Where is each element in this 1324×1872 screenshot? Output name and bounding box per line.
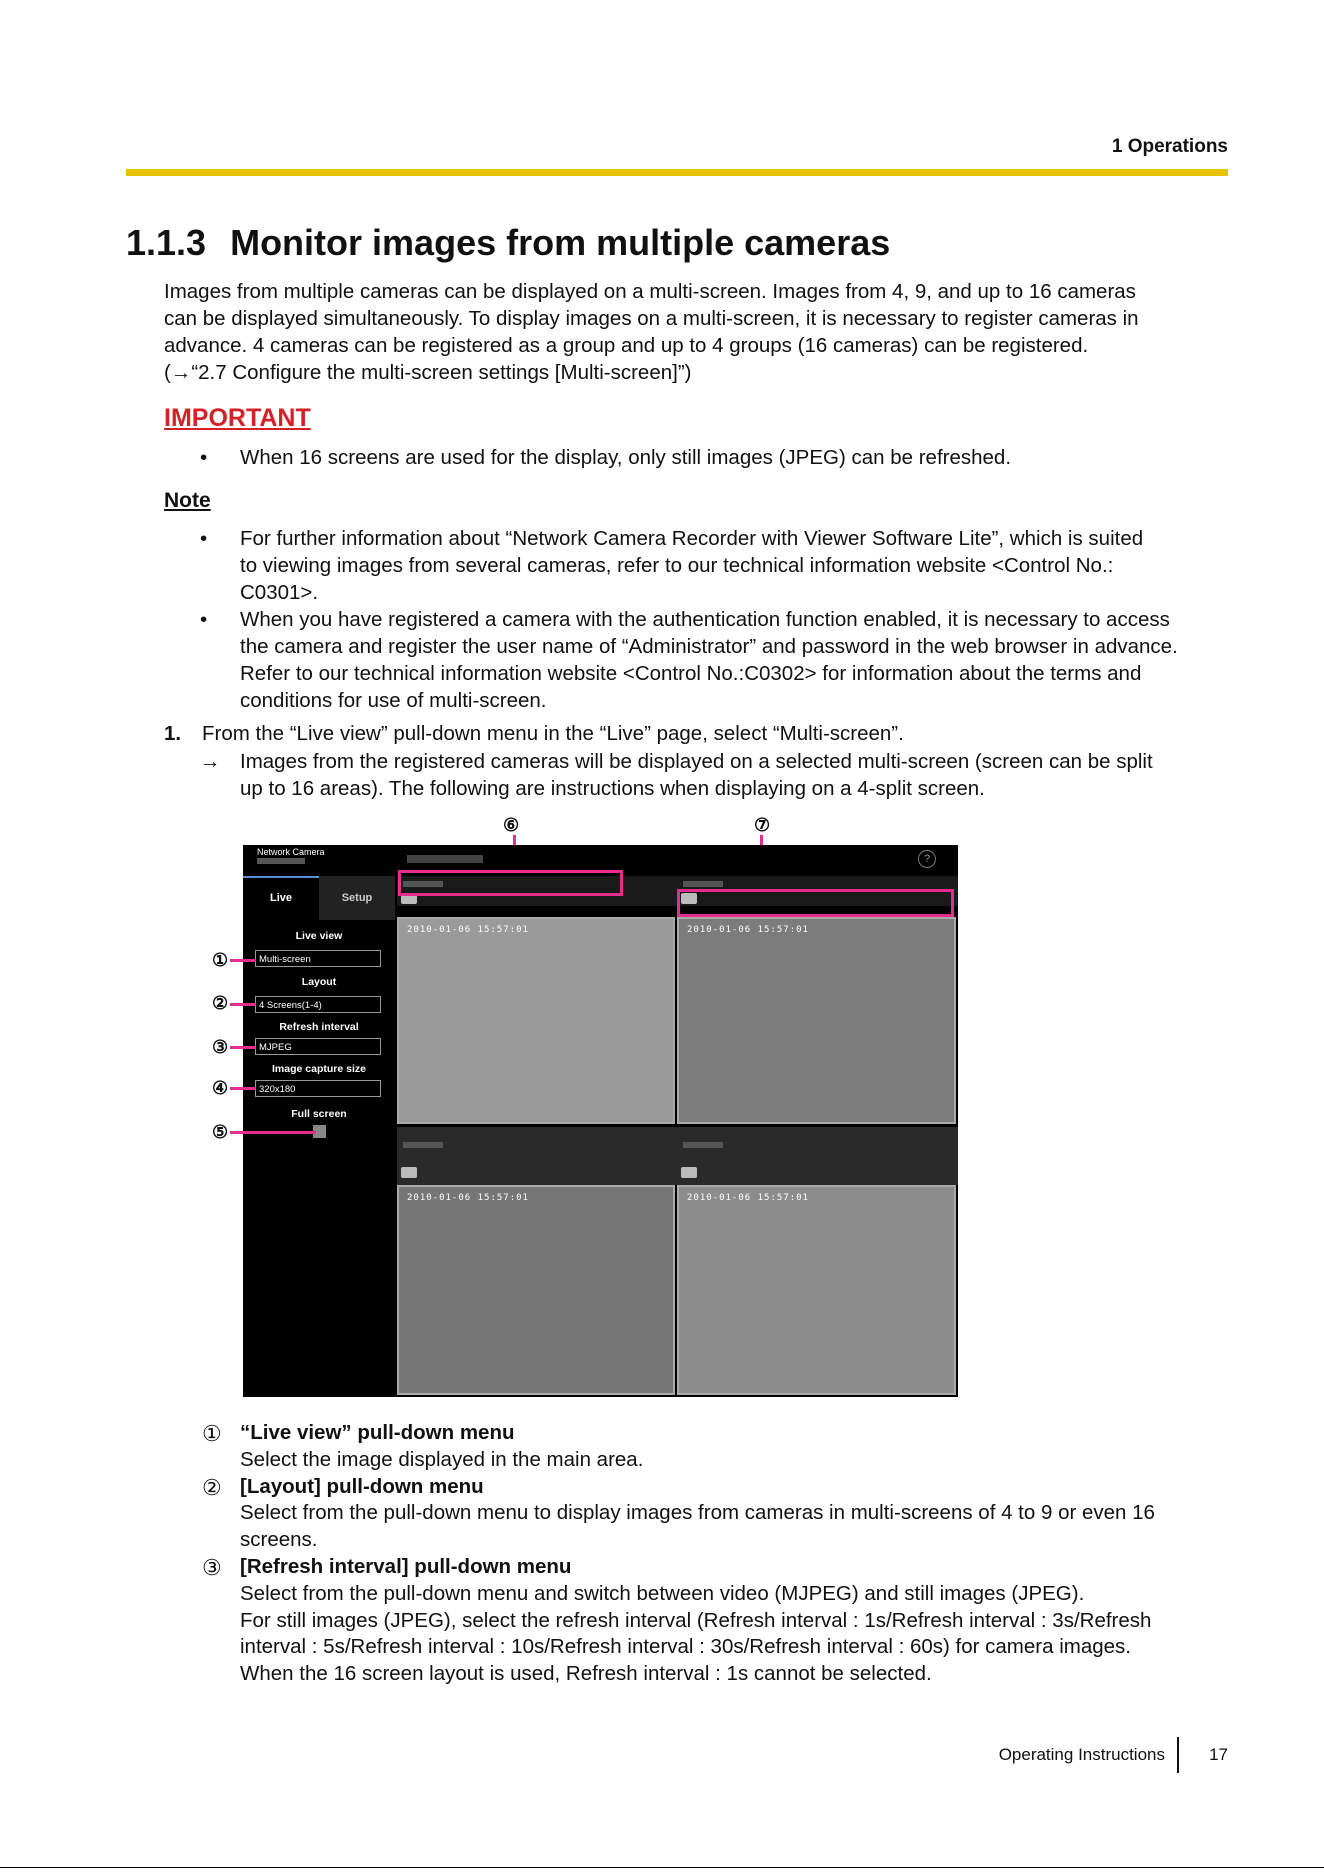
- footer-label: Operating Instructions: [998, 1745, 1165, 1764]
- camera-1-timestamp: 2010-01-06 15:57:01: [407, 925, 529, 935]
- camera-4-header: [677, 1127, 958, 1185]
- note-line: Refer to our technical information website <Control No.:C0302> for information about the terms and: [240, 662, 1142, 685]
- item-line: Select from the pull-down menu and switch between video (MJPEG) and still images (JPEG).: [240, 1581, 1085, 1605]
- important-heading: IMPORTANT: [164, 404, 311, 432]
- snapshot-icon[interactable]: [681, 1167, 697, 1178]
- footer-divider: [1177, 1737, 1179, 1773]
- note-heading: Note: [164, 489, 211, 512]
- callout-6: ⑥: [503, 815, 520, 835]
- refresh-interval-select[interactable]: MJPEG: [255, 1038, 381, 1055]
- note-line: the camera and register the user name of “Administrator” and password in the web browser in advance.: [240, 635, 1178, 658]
- note-line: C0301>.: [240, 581, 319, 604]
- bullet-dot: •: [200, 446, 208, 469]
- bullet-dot: •: [200, 608, 208, 631]
- side-panel: [243, 845, 395, 1397]
- callout-6-box: [398, 870, 623, 896]
- section-number: 1.1.3: [126, 222, 207, 263]
- callout-2: ②: [212, 993, 229, 1013]
- item-heading: [Refresh interval] pull-down menu: [240, 1554, 572, 1578]
- item-line: interval : 5s/Refresh interval : 10s/Refresh interval : 30s/Refresh interval : 60s) for camera images.: [240, 1635, 1131, 1659]
- item-live-view: [164, 1420, 1230, 1474]
- live-view-label: Live view: [295, 930, 343, 942]
- camera-3-name: [403, 1142, 443, 1148]
- intro-line: Images from multiple cameras can be displayed on a multi-screen. Images from 4, 9, and up to 16 cameras: [164, 280, 1136, 303]
- callout-2-line: [230, 1003, 256, 1006]
- layout-label: Layout: [301, 976, 337, 988]
- intro-cross-reference[interactable]: (→“2.7 Configure the multi-screen settings [Multi-screen]”): [164, 361, 692, 384]
- note-line: conditions for use of multi-screen.: [240, 689, 547, 712]
- item-line: Select from the pull-down menu to display images from cameras in multi-screens of 4 to 9 or even 16: [240, 1501, 1155, 1525]
- full-screen-label: Full screen: [291, 1108, 347, 1120]
- camera-3-header: [397, 1127, 677, 1185]
- callout-3: ③: [212, 1037, 229, 1057]
- page-number: 17: [1209, 1745, 1228, 1764]
- note-line: When you have registered a camera with the authentication function enabled, it is necessary to access: [240, 608, 1170, 631]
- item-line: screens.: [240, 1528, 318, 1552]
- section-title-text: Monitor images from multiple cameras: [230, 222, 891, 263]
- tab-live[interactable]: Live: [243, 876, 319, 920]
- result-line: Images from the registered cameras will be displayed on a selected multi-screen (screen can be split: [240, 750, 1153, 773]
- capture-size-label: Image capture size: [272, 1063, 366, 1075]
- item-line: When the 16 screen layout is used, Refresh interval : 1s cannot be selected.: [240, 1662, 932, 1686]
- section-title: [126, 222, 890, 264]
- brand-model: [257, 858, 305, 864]
- camera-3-view[interactable]: [397, 1185, 675, 1395]
- refresh-interval-label: Refresh interval: [279, 1021, 359, 1033]
- capture-size-select[interactable]: 320x180: [255, 1080, 381, 1097]
- callout-3-line: [230, 1046, 256, 1049]
- camera-ui-screenshot: [243, 845, 958, 1397]
- item-line: For still images (JPEG), select the refresh interval (Refresh interval : 1s/Refresh interval : 3s/Refresh: [240, 1608, 1152, 1632]
- item-layout: [164, 1474, 1230, 1554]
- item-number: ②: [202, 1474, 222, 1500]
- snapshot-icon[interactable]: [401, 1167, 417, 1178]
- help-icon[interactable]: ?: [918, 850, 936, 868]
- item-refresh-interval: [164, 1554, 1230, 1688]
- live-view-select[interactable]: Multi-screen: [255, 950, 381, 967]
- intro-line: can be displayed simultaneously. To display images on a multi-screen, it is necessary to register cameras in: [164, 307, 1139, 330]
- camera-1-view[interactable]: [397, 917, 675, 1124]
- camera-2-name: [683, 881, 723, 887]
- camera-4-view[interactable]: [677, 1185, 956, 1395]
- intro-line: advance. 4 cameras can be registered as a group and up to 4 groups (16 cameras) can be registered.: [164, 334, 1089, 357]
- bullet-dot: •: [200, 527, 208, 550]
- item-number: ③: [202, 1554, 222, 1580]
- callout-5: ⑤: [212, 1122, 229, 1142]
- note-line: For further information about “Network Camera Recorder with Viewer Software Lite”, which is suited: [240, 527, 1144, 550]
- result-arrow: →: [200, 750, 221, 773]
- callout-5-line: [230, 1131, 316, 1134]
- step-number: 1.: [164, 722, 182, 745]
- item-heading: “Live view” pull-down menu: [240, 1421, 515, 1444]
- callout-descriptions: [164, 1420, 1230, 1688]
- important-bullet-text: When 16 screens are used for the display, only still images (JPEG) can be refreshed.: [240, 446, 1012, 469]
- running-head: 1 Operations: [1111, 136, 1228, 157]
- callout-1: ①: [212, 950, 229, 970]
- note-bullet-text: [240, 606, 1230, 714]
- item-line: Select the image displayed in the main area.: [240, 1447, 644, 1471]
- item-number: ①: [202, 1421, 222, 1446]
- camera-2-view[interactable]: [677, 917, 956, 1124]
- header-rule: [126, 169, 1228, 176]
- camera-4-name: [683, 1142, 723, 1148]
- camera-3-timestamp: 2010-01-06 15:57:01: [407, 1193, 529, 1203]
- item-heading: [Layout] pull-down menu: [240, 1474, 484, 1498]
- callout-1-line: [230, 959, 256, 962]
- callout-7-box: [677, 889, 954, 917]
- callout-7: ⑦: [754, 815, 771, 835]
- intro-paragraph: [164, 278, 1230, 386]
- layout-select[interactable]: 4 Screens(1-4): [255, 996, 381, 1013]
- step-text: From the “Live view” pull-down menu in the “Live” page, select “Multi-screen”.: [202, 722, 904, 745]
- camera-2-timestamp: 2010-01-06 15:57:01: [687, 925, 809, 935]
- result-line: up to 16 areas). The following are instructions when displaying on a 4-split screen.: [240, 777, 985, 800]
- camera-title: [407, 855, 483, 863]
- bottom-rule: [0, 1867, 1324, 1868]
- result-text: [240, 748, 1230, 802]
- note-bullet-text: [240, 525, 1230, 606]
- brand-label: Network Camera: [257, 847, 325, 857]
- callout-4-line: [230, 1087, 256, 1090]
- camera-4-timestamp: 2010-01-06 15:57:01: [687, 1193, 809, 1203]
- tab-setup[interactable]: Setup: [319, 876, 395, 920]
- callout-4: ④: [212, 1078, 229, 1098]
- note-line: to viewing images from several cameras, refer to our technical information website <Control No.:: [240, 554, 1114, 577]
